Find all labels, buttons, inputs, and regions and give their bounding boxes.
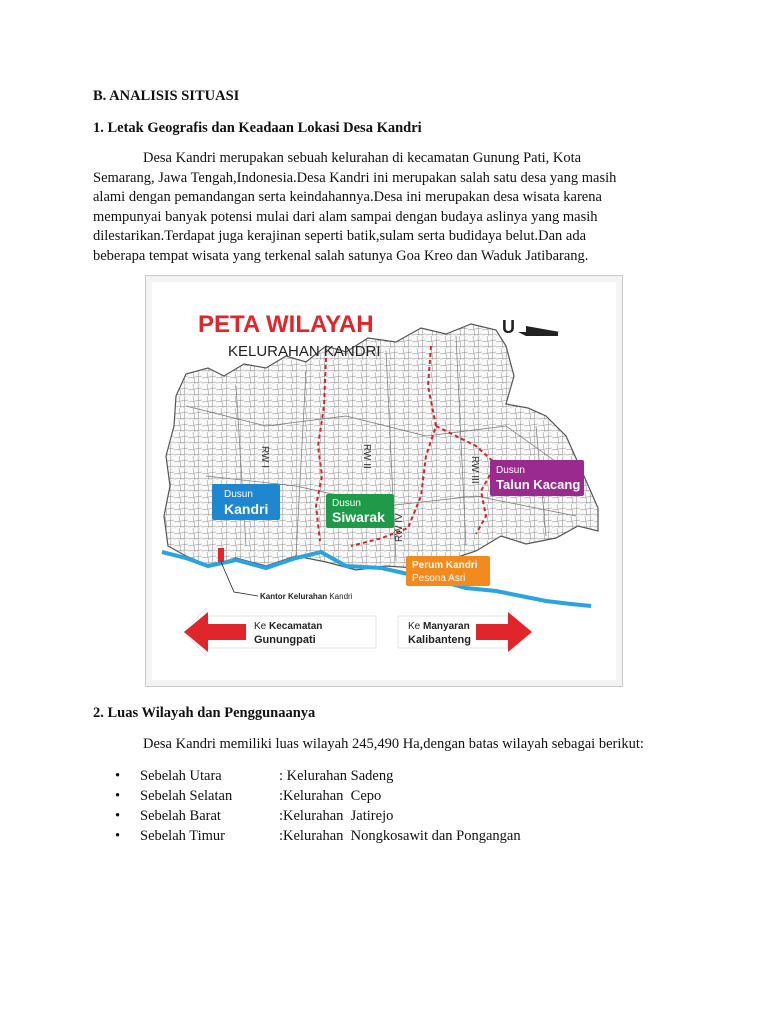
border-value: :Kelurahan Jatirejo [279, 808, 394, 824]
office-label-rest: Kandri [327, 592, 353, 601]
rw-label: RW III [469, 456, 480, 484]
dusun-name: Talun Kacang [496, 477, 581, 492]
border-direction: Sebelah Selatan [140, 788, 233, 804]
map-subtitle: KELURAHAN KANDRI [228, 343, 381, 360]
dusun-name: Kandri [224, 501, 269, 517]
bullet-icon: • [115, 808, 121, 824]
arrow-right-line-2: Kalibanteng [408, 634, 471, 646]
arrow-right-prefix: Ke [408, 621, 424, 632]
rw-label: RW IV [394, 513, 405, 542]
bullet-icon: • [115, 768, 121, 784]
section-2-paragraph: Desa Kandri memiliki luas wilayah 245,490 Ha,dengan batas wilayah sebagai berikut: [143, 736, 644, 752]
region-map [146, 276, 622, 686]
paragraph-line: mempunyai banyak potensi mulai dari alam sampai dengan budaya aslinya yang masih [93, 208, 598, 225]
border-list [115, 768, 675, 848]
perum-line-1: Perum Kandri [412, 560, 478, 571]
perum-kandri-label [406, 556, 490, 586]
section-1-paragraph [93, 149, 685, 266]
dusun-prefix: Dusun [224, 489, 253, 500]
arrow-left-place: Kecamatan [269, 621, 323, 632]
border-direction: Sebelah Utara [140, 768, 222, 784]
section-heading-main: B. ANALISIS SITUASI [93, 88, 240, 104]
rw-label: RW II [361, 444, 372, 469]
arrow-right-line-1 [408, 621, 470, 632]
paragraph-line: alami dengan pemandangan serta keindahannya.Desa ini merupakan desa wisata karena [93, 189, 602, 205]
office-label-bold: Kantor Kelurahan [260, 592, 328, 601]
list-item [115, 808, 675, 828]
dusun-prefix: Dusun [496, 465, 525, 476]
dusun-prefix: Dusun [332, 498, 361, 509]
map-title: PETA WILAYAH [198, 311, 374, 338]
compass-label: U [502, 317, 515, 337]
perum-line-2: Pesona Asri [412, 573, 466, 584]
arrow-left-prefix: Ke [254, 621, 270, 632]
border-direction: Sebelah Timur [140, 828, 225, 844]
rw-label: RW I [259, 446, 270, 469]
border-value: :Kelurahan Cepo [279, 788, 382, 804]
bullet-icon: • [115, 788, 121, 804]
dusun-talun-kacang-label [490, 460, 584, 496]
arrow-left-line-1 [254, 621, 322, 632]
paragraph-line: Desa Kandri merupakan sebuah kelurahan di kecamatan Gunung Pati, Kota [143, 150, 582, 166]
list-item [115, 788, 675, 808]
border-value: :Kelurahan Nongkosawit dan Pongangan [279, 828, 521, 844]
arrow-right-place: Manyaran [423, 621, 470, 632]
office-marker-icon [218, 548, 224, 562]
list-item [115, 768, 675, 788]
border-direction: Sebelah Barat [140, 808, 221, 824]
office-label [260, 592, 353, 601]
region-map-figure [145, 275, 623, 687]
paragraph-line: beberapa tempat wisata yang terkenal salah satunya Goa Kreo dan Waduk Jatibarang. [93, 247, 589, 264]
section-2-title: 2. Luas Wilayah dan Penggunaanya [93, 705, 316, 721]
dusun-name: Siwarak [332, 509, 385, 525]
paragraph-line: Semarang, Jawa Tengah,Indonesia.Desa Kandri ini merupakan salah satu desa yang masih [93, 169, 617, 186]
list-item [115, 828, 675, 848]
dusun-kandri-label [212, 484, 280, 520]
border-value: : Kelurahan Sadeng [279, 768, 394, 784]
section-1-title: 1. Letak Geografis dan Keadaan Lokasi Desa Kandri [93, 120, 422, 136]
bullet-icon: • [115, 828, 121, 844]
paragraph-line: dilestarikan.Terdapat juga kerajinan seperti batik,sulam serta budidaya belut.Dan ada [93, 228, 587, 244]
arrow-left-line-2: Gunungpati [254, 634, 316, 646]
dusun-siwarak-label [326, 494, 394, 528]
arrow-right-manyaran [398, 612, 532, 652]
